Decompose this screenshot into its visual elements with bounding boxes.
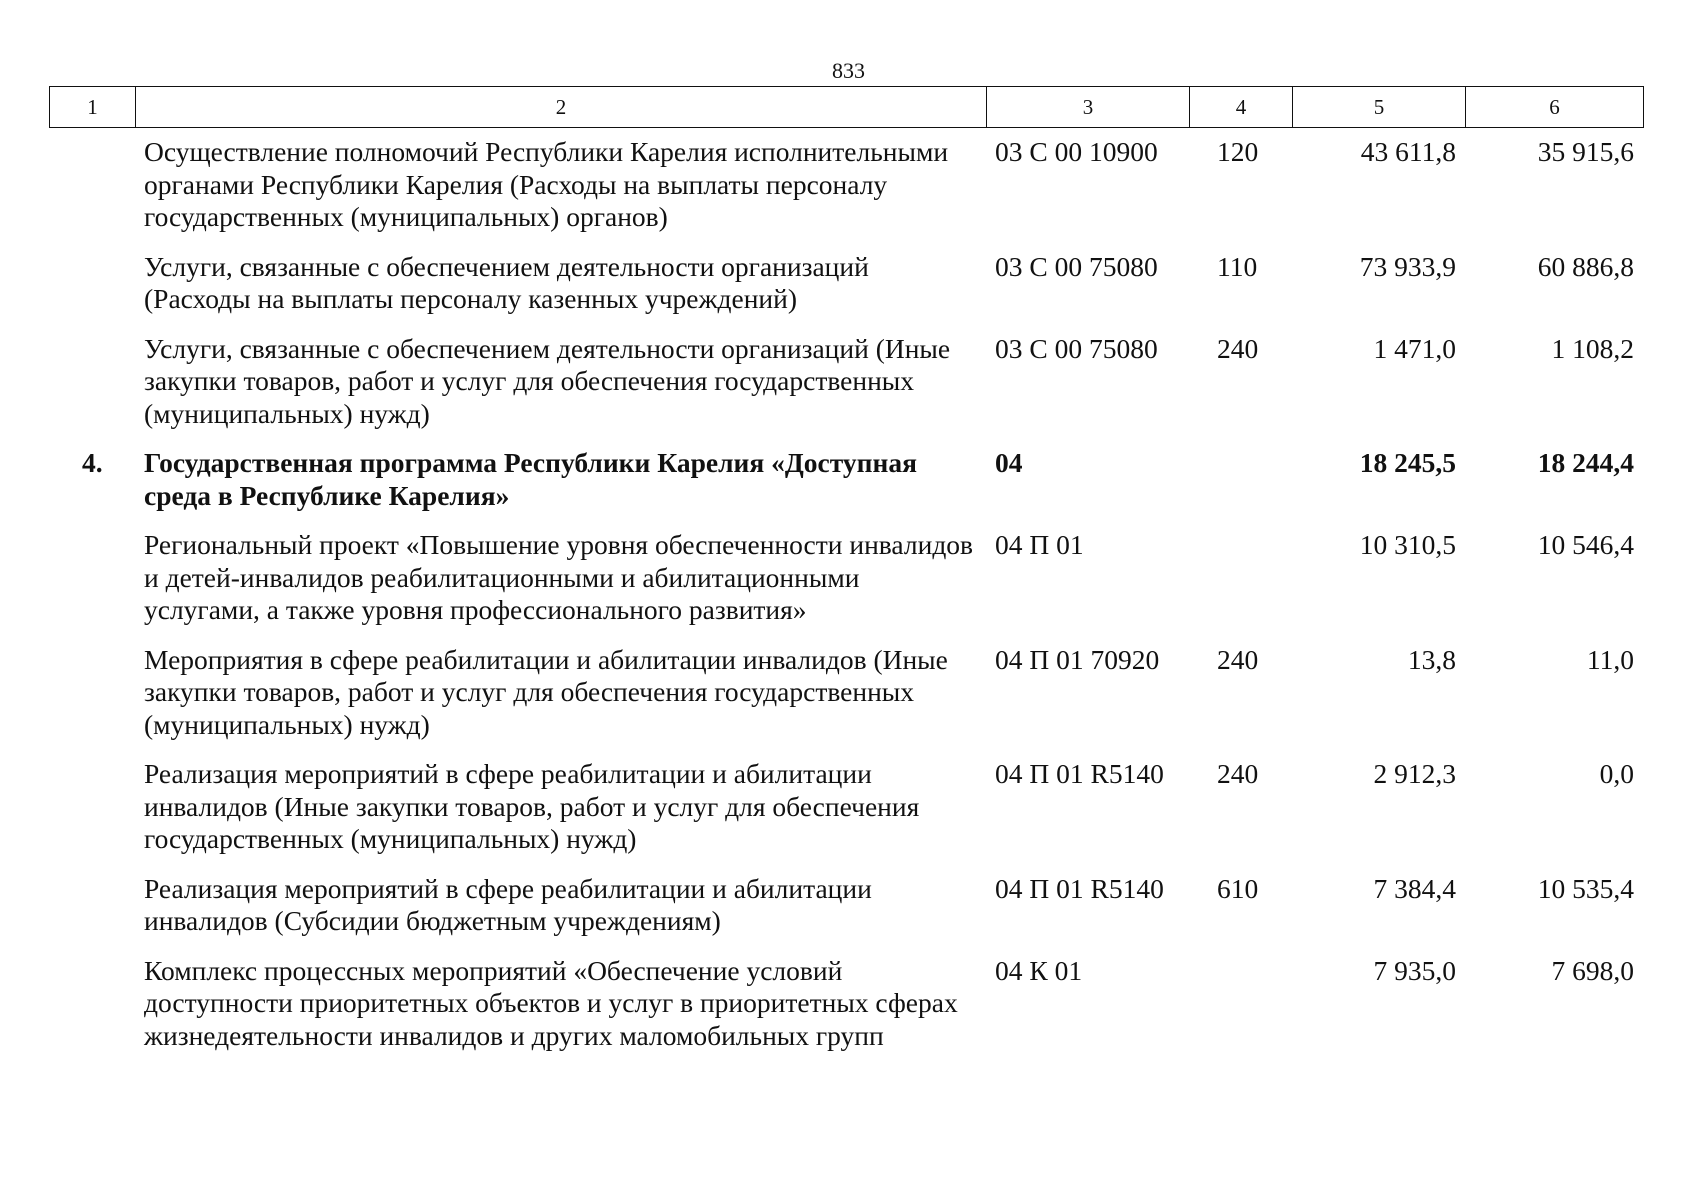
- row-name: Государственная программа Республики Карелия «Доступная среда в Республике Карелия»: [144, 447, 917, 511]
- row-code: 04 П 01 R5140: [995, 872, 1164, 904]
- row-code: 03 С 00 10900: [995, 136, 1158, 167]
- table-row: [49, 447, 1643, 512]
- row-number: [49, 136, 135, 234]
- row-name: Реализация мероприятий в сфере реабилитации и абилитации инвалидов (Иные закупки товаров, работ и услуг для обеспечения государственных (муниципальных) нужд): [144, 758, 920, 854]
- row-value-5: 7 384,4: [1373, 872, 1456, 904]
- column-header-5: 5: [1293, 87, 1466, 128]
- row-value-6: 35 915,6: [1537, 136, 1634, 167]
- column-header-table: [49, 86, 1644, 128]
- row-value-5: 7 935,0: [1373, 954, 1456, 986]
- row-name: Комплекс процессных мероприятий «Обеспечение условий доступности приоритетных объектов и услуг в приоритетных сферах жизнедеятельности инвалидов и других маломобильных групп: [144, 954, 958, 1051]
- row-number: [49, 251, 135, 316]
- row-expense-type: 240: [1217, 332, 1259, 364]
- page-number: 833: [832, 58, 865, 83]
- table-body: [49, 136, 1643, 1052]
- row-value-6: 18 244,4: [1537, 447, 1634, 478]
- row-value-6: 11,0: [1586, 643, 1634, 675]
- column-header-2: 2: [136, 87, 987, 128]
- row-value-5: 10 310,5: [1359, 529, 1456, 560]
- row-expense-type: 240: [1217, 758, 1259, 789]
- row-code: 04 П 01 70920: [995, 643, 1160, 675]
- row-code: 04 К 01: [995, 954, 1083, 986]
- row-number: [49, 644, 135, 742]
- column-header-3: 3: [987, 87, 1190, 128]
- row-value-5: 1 471,0: [1373, 332, 1456, 364]
- row-expense-type: 610: [1217, 872, 1259, 904]
- column-header-1: 1: [50, 87, 136, 128]
- row-name: Реализация мероприятий в сфере реабилитации и абилитации инвалидов (Субсидии бюджетным учреждениям): [144, 872, 872, 936]
- row-value-6: 10 535,4: [1537, 872, 1634, 904]
- row-expense-type: [1189, 955, 1292, 1053]
- row-name: Услуги, связанные с обеспечением деятельности организаций (Расходы на выплаты персоналу казенных учреждений): [144, 250, 869, 314]
- row-value-6: 10 546,4: [1537, 529, 1634, 560]
- row-expense-type: [1189, 529, 1292, 627]
- table-row: [49, 758, 1643, 856]
- row-name: Региональный проект «Повышение уровня обеспеченности инвалидов и детей-инвалидов реабилитационными и абилитационными услугами, а также уровня профессионального развития»: [144, 529, 974, 625]
- row-code: 04 П 01 R5140: [995, 758, 1164, 789]
- row-expense-type: 240: [1217, 643, 1259, 675]
- row-expense-type: 110: [1217, 250, 1258, 282]
- row-code: 03 С 00 75080: [995, 332, 1158, 364]
- row-value-5: 18 245,5: [1359, 447, 1456, 478]
- row-value-6: 7 698,0: [1551, 954, 1634, 986]
- row-number: [49, 333, 135, 431]
- row-name: Услуги, связанные с обеспечением деятельности организаций (Иные закупки товаров, работ и услуг для обеспечения государственных (муниципальных) нужд): [144, 332, 951, 429]
- row-number: [49, 873, 135, 938]
- column-header-row: [50, 87, 1644, 128]
- table-row: [49, 251, 1643, 316]
- row-value-5: 73 933,9: [1359, 250, 1456, 282]
- row-value-6: 0,0: [1599, 758, 1634, 789]
- table-row: [49, 644, 1643, 742]
- row-value-6: 60 886,8: [1537, 250, 1634, 282]
- row-code: 04: [995, 447, 1023, 478]
- row-number: [49, 529, 135, 627]
- row-code: 04 П 01: [995, 529, 1084, 560]
- row-number: 4.: [82, 447, 103, 478]
- column-header-6: 6: [1466, 87, 1644, 128]
- table-row: [49, 955, 1643, 1053]
- row-value-5: 2 912,3: [1373, 758, 1456, 789]
- column-header-4: 4: [1190, 87, 1293, 128]
- row-expense-type: 120: [1217, 136, 1259, 167]
- row-name: Осуществление полномочий Республики Карелия исполнительными органами Республики Карелия (Расходы на выплаты персоналу государственных (муниципальных) органов): [144, 136, 949, 232]
- row-value-5: 13,8: [1407, 643, 1456, 675]
- row-expense-type: [1189, 447, 1292, 512]
- table-row: [49, 529, 1643, 627]
- row-number: [49, 955, 135, 1053]
- row-name: Мероприятия в сфере реабилитации и абилитации инвалидов (Иные закупки товаров, работ и услуг для обеспечения государственных (муниципальных) нужд): [144, 643, 948, 740]
- row-value-5: 43 611,8: [1360, 136, 1456, 167]
- table-row: [49, 136, 1643, 234]
- table-row: [49, 873, 1643, 938]
- table-row: [49, 333, 1643, 431]
- row-number: [49, 758, 135, 856]
- row-code: 03 С 00 75080: [995, 250, 1158, 282]
- row-value-6: 1 108,2: [1551, 332, 1634, 364]
